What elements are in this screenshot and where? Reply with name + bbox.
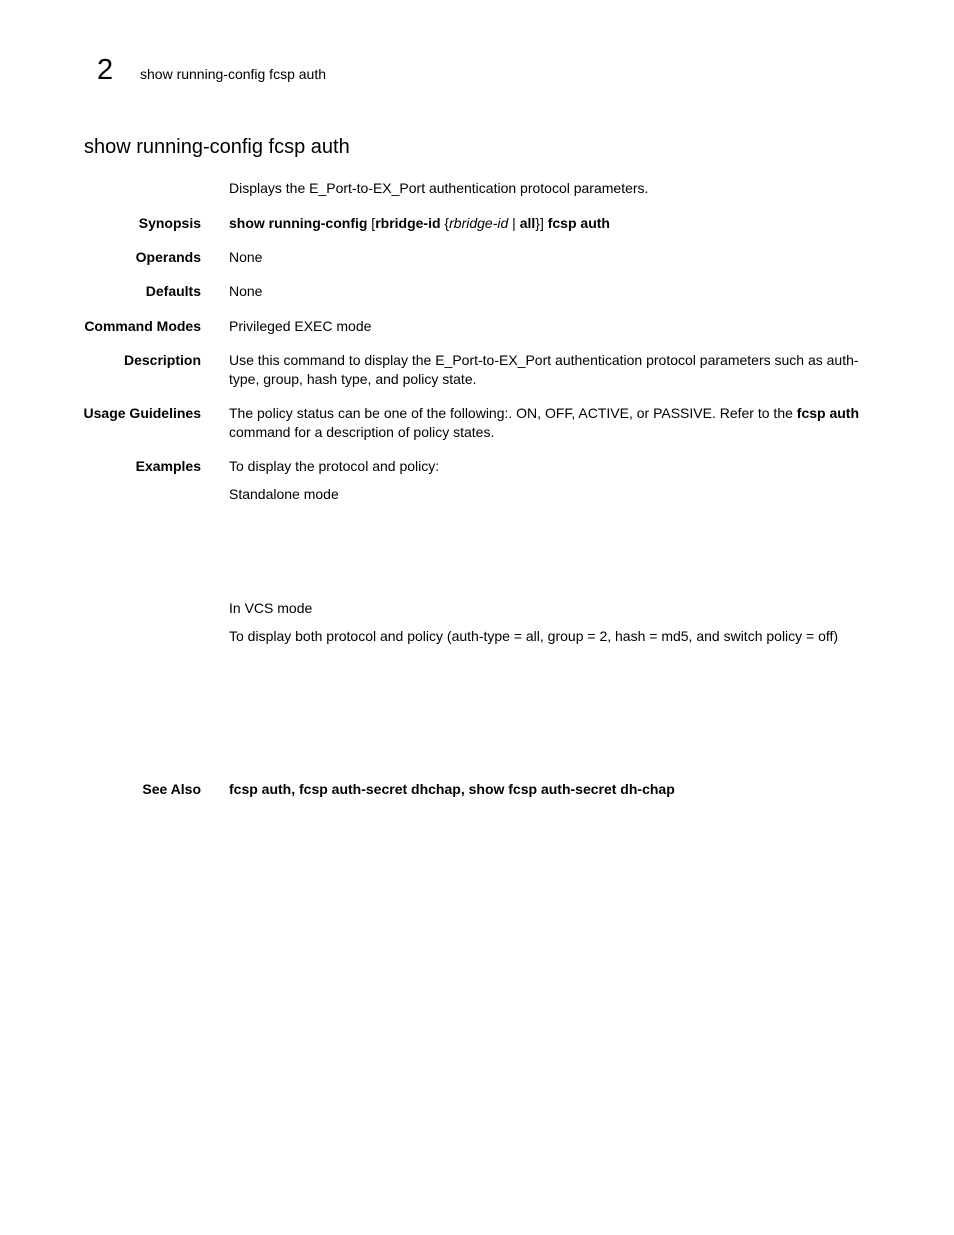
usage-command-ref: fcsp auth [796, 405, 860, 421]
usage-text-after: command for a description of policy states. [229, 424, 495, 440]
examples-line-2: Standalone mode [229, 486, 339, 502]
synopsis-open-bracket: [ [367, 215, 376, 231]
synopsis-rbridge-keyword: rbridge-id [375, 215, 441, 231]
examples-line-1: To display the protocol and policy: [229, 458, 440, 474]
description-label: Description [123, 352, 201, 368]
usage-text-before: The policy status can be one of the following:. ON, OFF, ACTIVE, or PASSIVE. Refer to the [229, 405, 797, 421]
synopsis-label: Synopsis [138, 215, 201, 231]
examples-line-4: To display both protocol and policy (auth-type = all, group = 2, hash = md5, and switch policy = off) [229, 628, 839, 644]
examples-line-3: In VCS mode [229, 600, 313, 616]
synopsis-rbridge-argument: rbridge-id [449, 215, 509, 231]
synopsis-all-keyword: all [519, 215, 536, 231]
see-also-label: See Also [142, 781, 201, 797]
operands-body: None [229, 249, 263, 265]
synopsis-body [229, 214, 874, 233]
synopsis-command: show running-config [229, 215, 368, 231]
defaults-label: Defaults [145, 283, 201, 299]
examples-body [229, 457, 874, 504]
examples-label: Examples [135, 458, 201, 474]
synopsis-open-brace: { [440, 215, 450, 231]
page-title: show running-config fcsp auth [84, 136, 350, 158]
operands-label: Operands [135, 249, 201, 265]
command-modes-body: Privileged EXEC mode [229, 318, 372, 334]
command-modes-label: Command Modes [84, 318, 201, 334]
usage-guidelines-body [229, 404, 879, 442]
description-body: Use this command to display the E_Port-to-EX_Port authentication protocol parameters such as auth-type, group, hash type, and policy state. [229, 352, 859, 387]
examples-vcs-body [229, 599, 929, 646]
usage-guidelines-label: Usage Guidelines [83, 405, 201, 421]
defaults-body: None [229, 283, 263, 299]
chapter-number: 2 [97, 54, 114, 86]
running-header: show running-config fcsp auth [140, 66, 326, 82]
synopsis-command-tail: fcsp auth [547, 215, 610, 231]
synopsis-pipe: | [508, 215, 520, 231]
see-also-body: fcsp auth, fcsp auth-secret dhchap, show fcsp auth-secret dh-chap [229, 781, 675, 797]
synopsis-close: }] [535, 215, 548, 231]
intro-text: Displays the E_Port-to-EX_Port authentication protocol parameters. [229, 180, 649, 196]
